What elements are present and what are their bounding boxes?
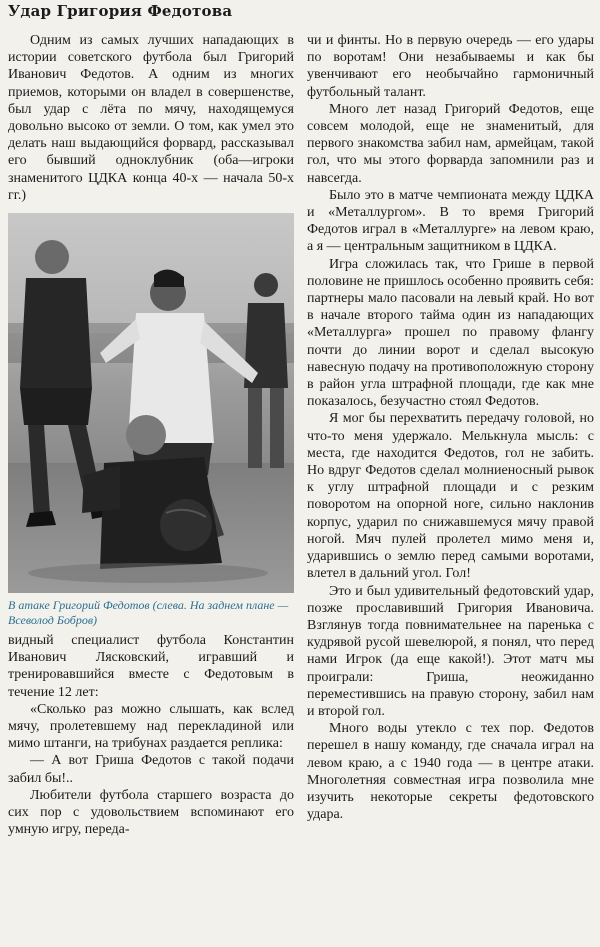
body-paragraph: Много воды утекло с тех пор. Федотов перешел в нашу команду, где сначала играл на левом краю, а с 1940 года — в центре атаки. Многолетняя совместная игра позволила мне изучить некоторые секреты федотовского удара. (307, 721, 594, 823)
body-paragraph: Я мог бы перехватить передачу головой, но что-то меня удержало. Мелькнула мысль: с места, где находится Федотов, гол не забить. Но вдруг Федотов сделал молниеносный рывок к углу штрафной площади и с резким поворотом на опорной ноге, сильно наклонив корпус, ударил по снижавшемуся мячу правой ногой. Мяч пулей пролетел мимо меня и, ударившись о землю перед самыми воротами, влетел в дальний угол. Гол! (307, 411, 594, 582)
body-paragraph: Игра сложилась так, что Грише в первой половине не пришлось особенно проявить себя: партнеры мало пасовали на левый край. Но вот в начале второго тайма один из нападающих «Металлурга» прошел по правому флангу почти до линии ворот и сделал высокую навесную подачу на противоположную сторону в район угла штрафной площади, где как мне показалось, безучастно стоял Федотов. (307, 256, 594, 410)
quote-paragraph: «Сколько раз можно слышать, как вслед мячу, пролетевшему над перекладиной или мимо штанги, на трибунах раздается реплика: (8, 701, 294, 752)
left-column (8, 32, 294, 838)
football-players-photo (8, 213, 294, 593)
body-paragraph: Много лет назад Григорий Федотов, еще совсем молодой, еще не знаменитый, для первого знакомства забил нам, армейцам, такой гол, что мы этого форварда запомнили раз и навсегда. (307, 101, 594, 186)
match-photo (8, 213, 294, 593)
body-paragraph: Было это в матче чемпионата между ЦДКА и «Металлургом». В то время Григорий Федотов играл в «Металлурге» на левом краю, а я — центральным защитником в ЦДКА. (307, 187, 594, 255)
body-paragraph: Любители футбола старшего возраста до сих пор с удовольствием вспоминают его умную игру, переда- (8, 787, 294, 838)
continued-paragraph: видный специалист футбола Константин Иванович Лясковский, игравший и тренировавшийся вместе с Федотовым в течение 12 лет: (8, 633, 294, 700)
right-column (307, 32, 594, 823)
continued-paragraph: чи и финты. Но в первую очередь — его удары по воротам! Они незабываемы и как бы увенчивают его необычайно гармоничный футбольный талант. (307, 33, 594, 100)
article-title: Удар Григория Федотова (8, 2, 233, 20)
photo-caption: В атаке Григорий Федотов (слева. На заднем плане — Всеволод Бобров) (8, 598, 289, 628)
body-paragraph: Это и был удивительный федотовский удар, позже прославивший Григория Ивановича. Взглянув тогда повнимательнее на паренька с кудрявой русой шевелюрой, я понял, что перед нами Игрок (да еще какой!). Этот матч мы проиграли: Гриша, неожиданно переместившись на правую сторону, забил нам и второй гол. (307, 583, 594, 719)
intro-paragraph: Одним из самых лучших нападающих в истории советского футбола был Григорий Иванович Федотов. А одним из многих приемов, которыми он владел в совершенстве, был удар с лёта по мячу, находящемуся довольно высоко от земли. О том, как умел это делать наш выдающийся форвард, рассказывал его бывший одноклубник (оба—игроки знаменитого ЦДКА конца 40-х — начала 50-х гг.) (8, 33, 294, 203)
quote-line: — А вот Гриша Федотов с такой подачи забил бы!.. (8, 753, 294, 786)
